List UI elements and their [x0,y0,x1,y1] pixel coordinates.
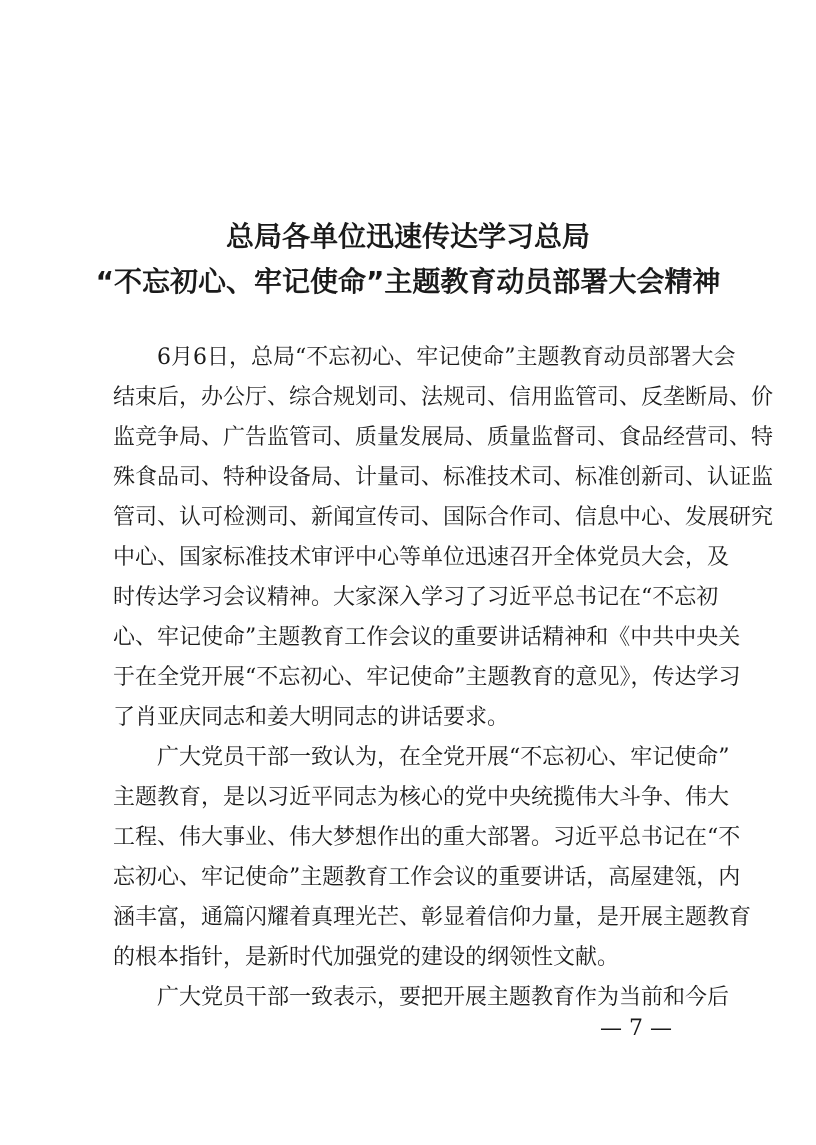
body-text-line: 结束后，办公厅、综合规划司、法规司、信用监管司、反垄断局、价 [113,385,774,410]
body-text-line: 广大党员干部一致表示，要把开展主题教育作为当前和今后 [113,985,730,1010]
body-text-line: 主题教育，是以习近平同志为核心的党中央统揽伟大斗争、伟大 [113,785,730,810]
body-text-line: 涵丰富，通篇闪耀着真理光芒、彰显着信仰力量，是开展主题教育 [113,905,752,930]
body-text-line: 工程、伟大事业、伟大梦想作出的重大部署。习近平总书记在“不 [113,825,741,850]
page-number: — 7 — [600,1016,672,1041]
body-text-line: 广大党员干部一致认为，在全党开展“不忘初心、牢记使命” [113,745,730,770]
body-text-line: 中心、国家标准技术审评中心等单位迅速召开全体党员大会，及 [113,545,730,570]
body-text-line: 了肖亚庆同志和姜大明同志的讲话要求。 [113,705,510,730]
document-title-line-1: 总局各单位迅速传达学习总局 [225,220,590,253]
body-text-line: 时传达学习会议精神。大家深入学习了习近平总书记在“不忘初 [113,585,719,610]
body-text-line: 管司、认可检测司、新闻宣传司、国际合作司、信息中心、发展研究 [113,505,774,530]
body-text-line: 的根本指针，是新时代加强党的建设的纲领性文献。 [113,945,620,970]
body-text-line: 忘初心、牢记使命”主题教育工作会议的重要讲话，高屋建瓴，内 [113,865,741,890]
body-text-line: 监竞争局、广告监管司、质量发展局、质量监督司、食品经营司、特 [113,425,774,450]
body-text-line: 6月6日，总局“不忘初心、牢记使命”主题教育动员部署大会 [113,345,736,370]
body-text-line: 心、牢记使命”主题教育工作会议的重要讲话精神和《中共中央关 [113,625,741,650]
document-title-line-2: “不忘初心、牢记使命”主题教育动员部署大会精神 [95,265,721,298]
body-text-line: 于在全党开展“不忘初心、牢记使命”主题教育的意见》，传达学习 [113,665,741,690]
body-text-line: 殊食品司、特种设备局、计量司、标准技术司、标准创新司、认证监 [113,465,774,490]
